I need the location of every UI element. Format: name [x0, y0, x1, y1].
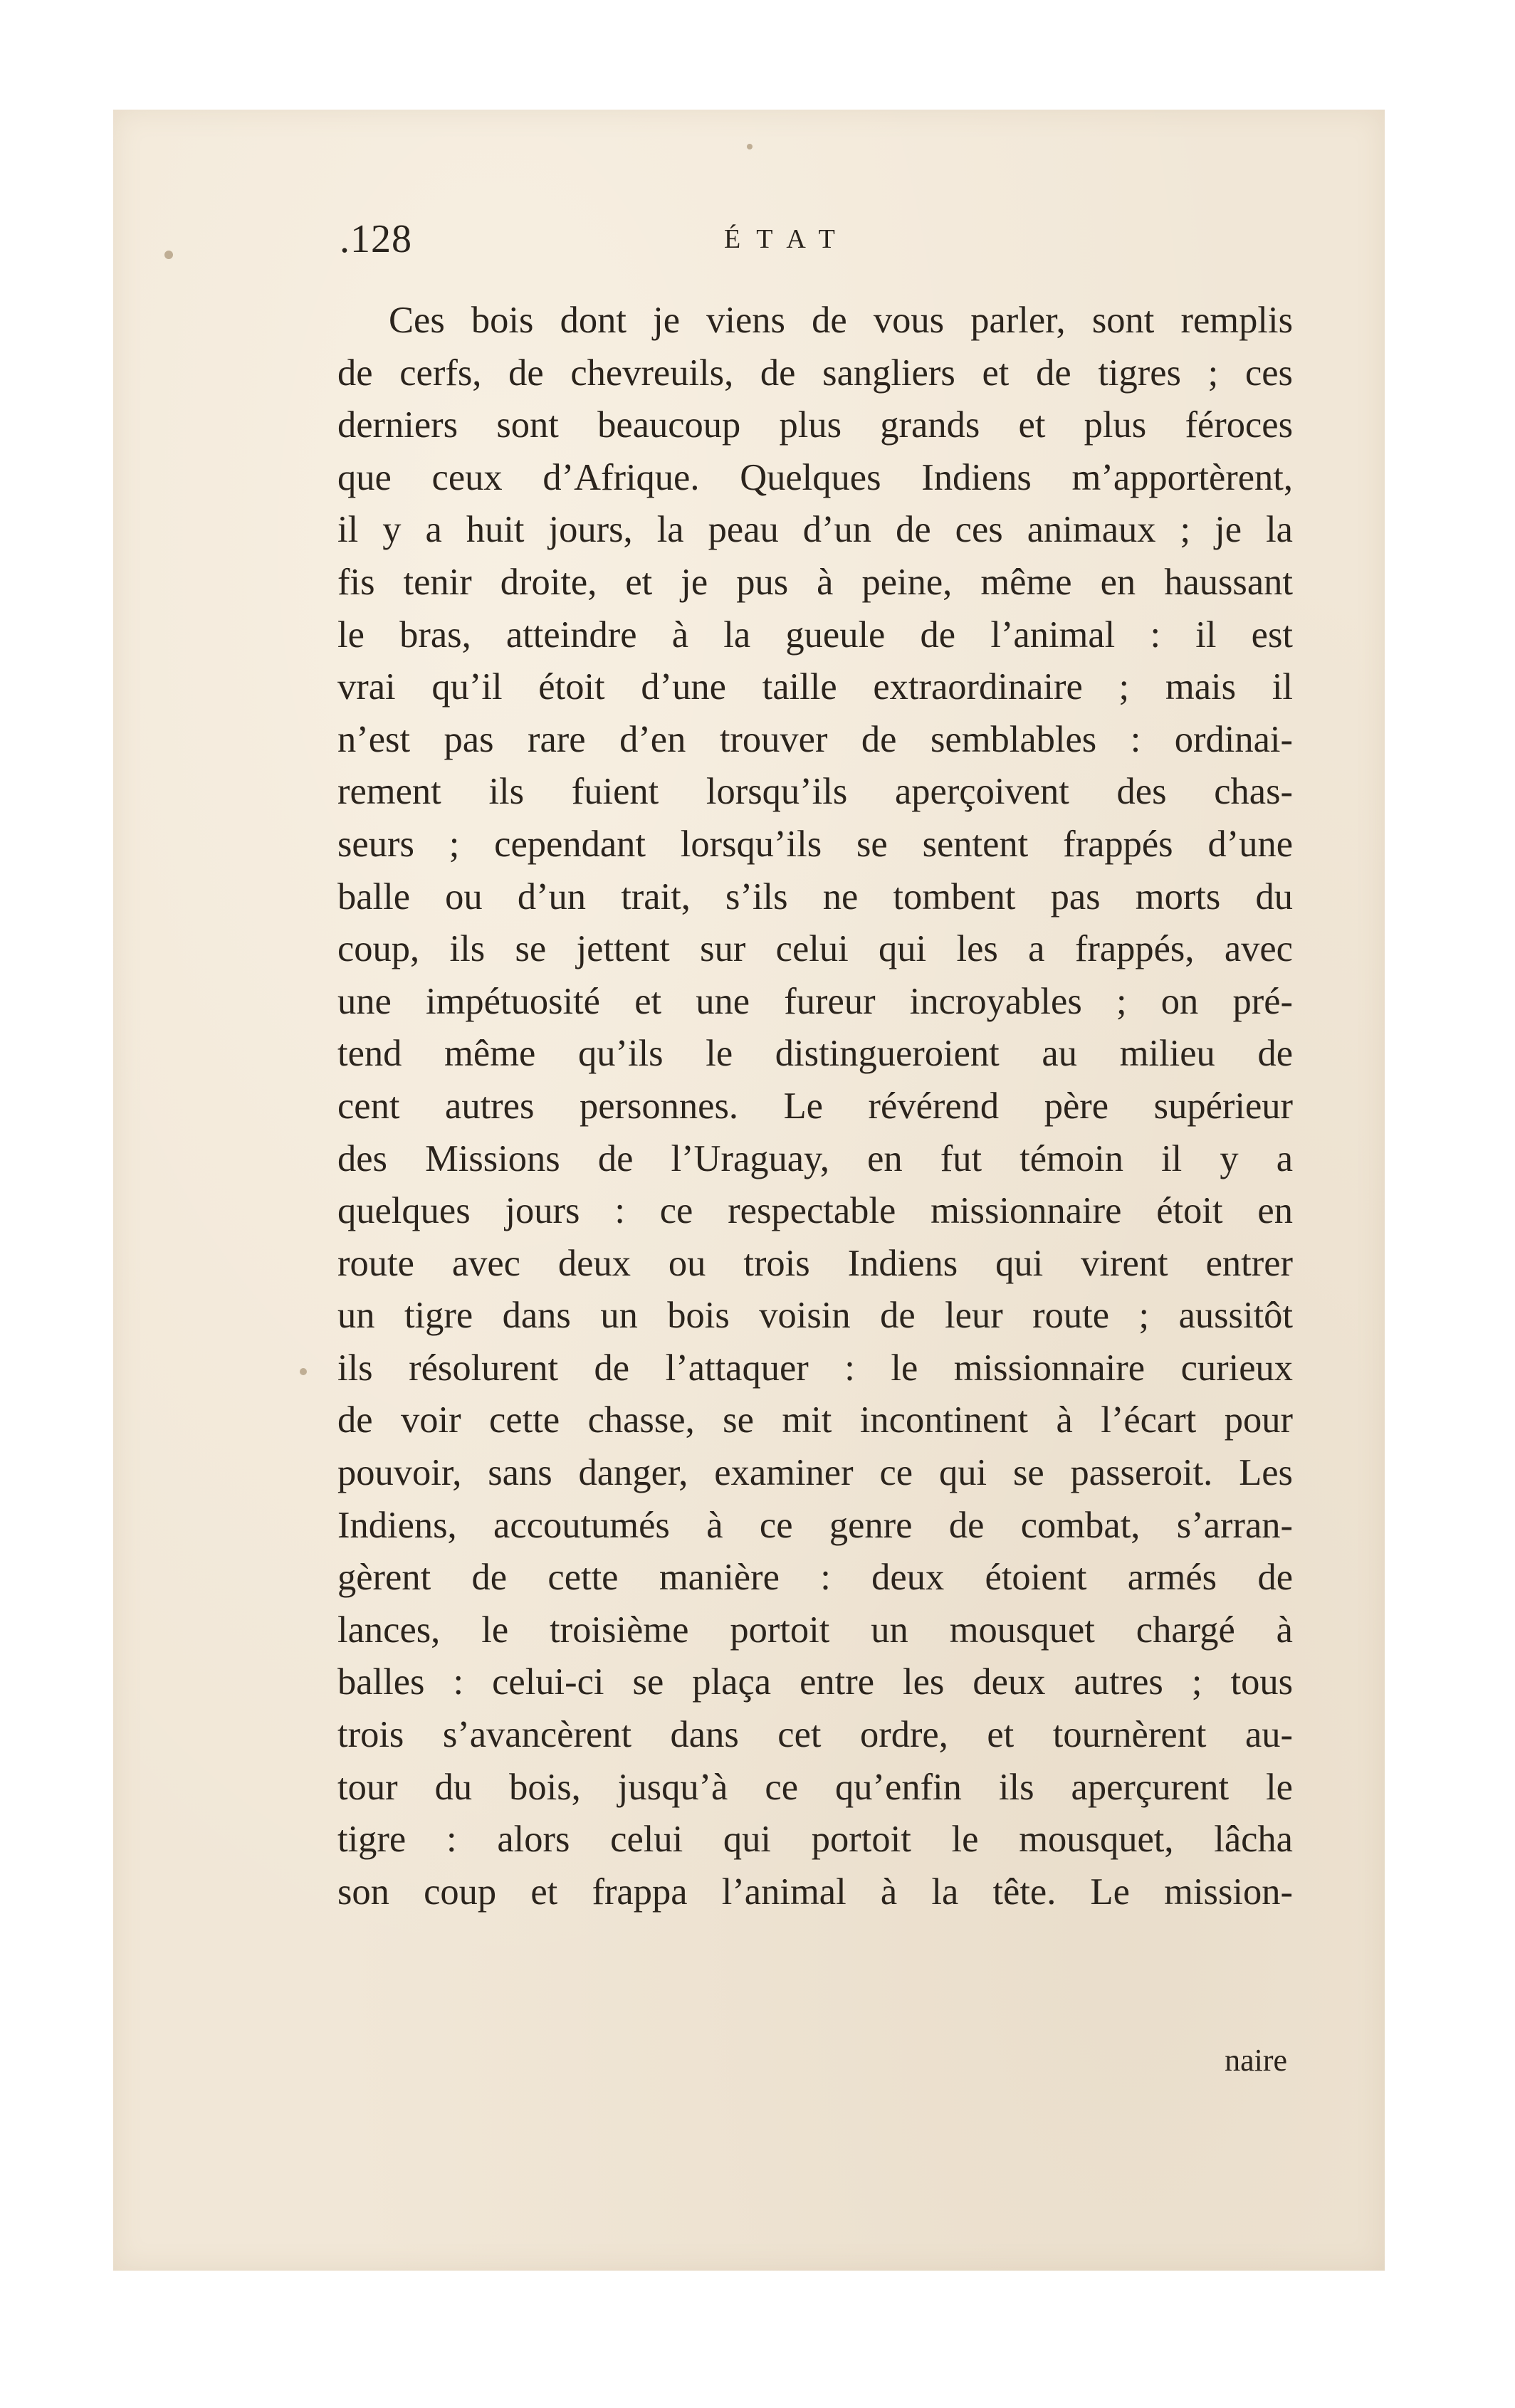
- text-line: le bras, atteindre à la gueule de l’animal : il est: [337, 614, 1293, 656]
- paper-speck: [300, 1368, 307, 1375]
- text-line: des Missions de l’Uraguay, en fut témoin il y a: [337, 1137, 1293, 1179]
- text-line: seurs ; cependant lorsqu’ils se sentent frappés d’une: [337, 823, 1293, 865]
- text-line: pouvoir, sans danger, examiner ce qui se passeroit. Les: [337, 1452, 1293, 1494]
- body-text: [337, 295, 1293, 1918]
- text-line: cent autres personnes. Le révérend père supérieur: [337, 1085, 1293, 1127]
- text-line: coup, ils se jettent sur celui qui les a frappés, avec: [337, 928, 1293, 970]
- text-line: Ces bois dont je viens de vous parler, sont remplis: [389, 300, 1293, 341]
- text-line: Indiens, accoutumés à ce genre de combat, s’arran-: [337, 1504, 1293, 1546]
- text-line: balle ou d’un trait, s’ils ne tombent pas morts du: [337, 876, 1293, 918]
- text-line: une impétuosité et une fureur incroyables ; on pré-: [337, 980, 1293, 1022]
- text-line: son coup et frappa l’animal à la tête. Le mission-: [337, 1871, 1293, 1913]
- paper-speck: [747, 144, 753, 149]
- text-line: trois s’avancèrent dans cet ordre, et tournèrent au-: [337, 1714, 1293, 1756]
- text-line: tend même qu’ils le distingueroient au milieu de: [337, 1033, 1293, 1075]
- text-line: de voir cette chasse, se mit incontinent à l’écart pour: [337, 1399, 1293, 1441]
- text-line: un tigre dans un bois voisin de leur route ; aussitôt: [337, 1295, 1293, 1337]
- text-line: derniers sont beaucoup plus grands et plus féroces: [337, 404, 1293, 446]
- text-line: vrai qu’il étoit d’une taille extraordinaire ; mais il: [337, 666, 1293, 708]
- text-line: fis tenir droite, et je pus à peine, même en haussant: [337, 561, 1293, 603]
- catchword: naire: [1225, 2043, 1287, 2078]
- text-line: balles : celui-ci se plaça entre les deux autres ; tous: [337, 1661, 1293, 1703]
- text-line: route avec deux ou trois Indiens qui virent entrer: [337, 1242, 1293, 1284]
- text-line: quelques jours : ce respectable missionnaire étoit en: [337, 1190, 1293, 1232]
- text-line: tigre : alors celui qui portoit le mousquet, lâcha: [337, 1819, 1293, 1861]
- book-page: [113, 110, 1385, 2271]
- page-number: .128: [340, 217, 412, 261]
- running-head: ÉTAT: [724, 224, 851, 254]
- text-line: que ceux d’Afrique. Quelques Indiens m’apportèrent,: [337, 456, 1293, 498]
- text-line: il y a huit jours, la peau d’un de ces animaux ; je la: [337, 509, 1293, 551]
- text-line: ils résolurent de l’attaquer : le missionnaire curieux: [337, 1347, 1293, 1389]
- page-header: [113, 216, 1385, 273]
- text-line: n’est pas rare d’en trouver de semblables : ordinai-: [337, 718, 1293, 760]
- text-line: rement ils fuient lorsqu’ils aperçoivent des chas-: [337, 771, 1293, 813]
- text-line: gèrent de cette manière : deux étoient armés de: [337, 1557, 1293, 1599]
- text-line: de cerfs, de chevreuils, de sangliers et de tigres ; ces: [337, 352, 1293, 394]
- text-line: tour du bois, jusqu’à ce qu’enfin ils aperçurent le: [337, 1766, 1293, 1808]
- text-line: lances, le troisième portoit un mousquet chargé à: [337, 1609, 1293, 1651]
